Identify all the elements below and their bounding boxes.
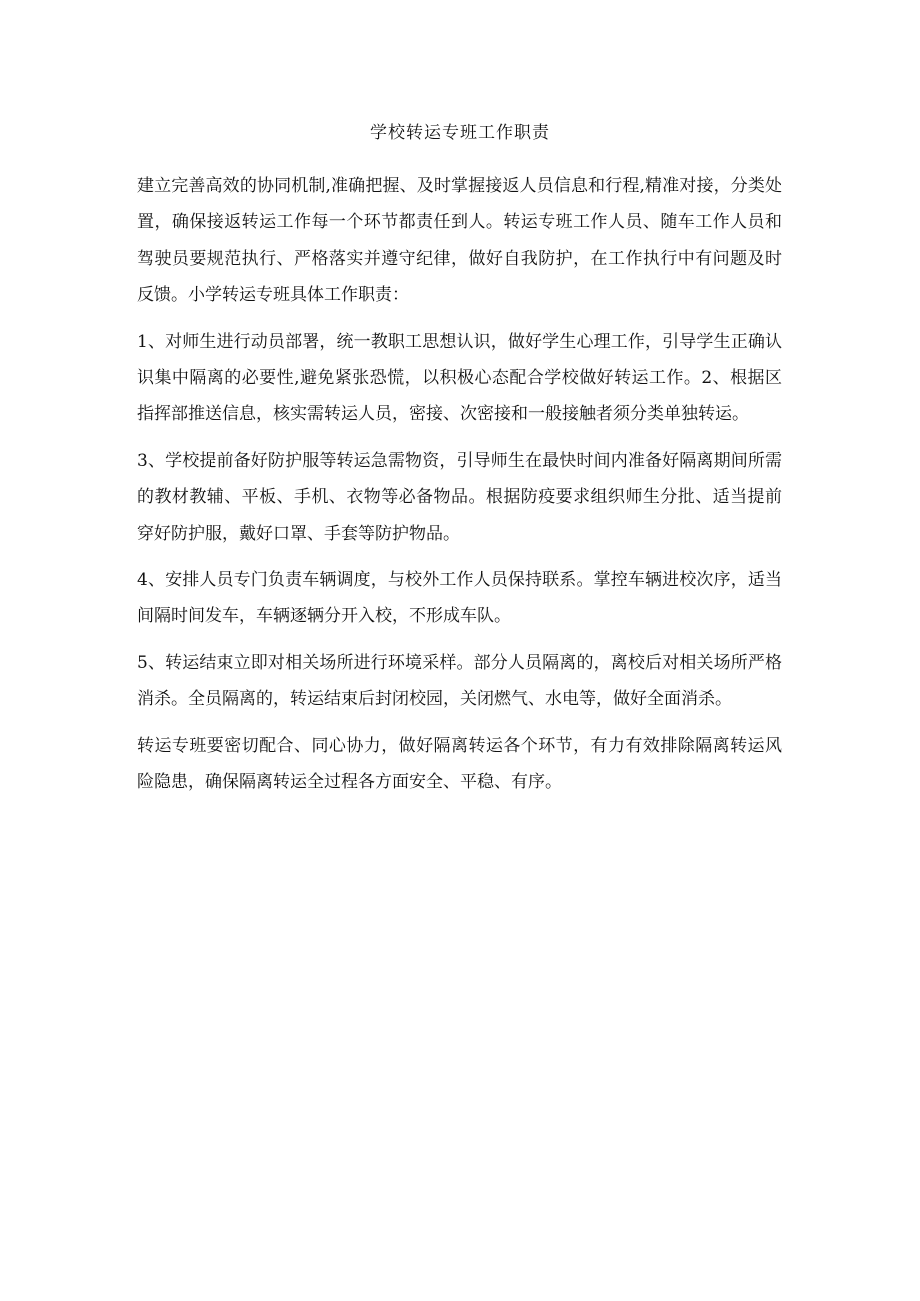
- paragraph-item-4: 4、安排人员专门负责车辆调度，与校外工作人员保持联系。掌控车辆进校次序，适当间隔时间发车，车辆逐辆分开入校，不形成车队。: [137, 570, 782, 627]
- paragraph-item-3: 3、学校提前备好防护服等转运急需物资，引导师生在最快时间内准备好隔离期间所需的教材教辅、平板、手机、衣物等必备物品。根据防疫要求组织师生分批、适当提前穿好防护服，戴好口罩、手套等防护物品。: [137, 450, 782, 544]
- paragraph-intro: 建立完善高效的协同机制,准确把握、及时掌握接返人员信息和行程,精准对接，分类处置，确保接返转运工作每一个环节都责任到人。转运专班工作人员、随车工作人员和驾驶员要规范执行、严格落实并遵守纪律，做好自我防护，在工作执行中有问题及时反馈。小学转运专班具体工作职责：: [137, 176, 782, 306]
- document-title: 学校转运专班工作职责: [370, 123, 550, 143]
- paragraph-item-1-2: 1、对师生进行动员部署，统一教职工思想认识，做好学生心理工作，引导学生正确认识集中隔离的必要性,避免紧张恐慌，以积极心态配合学校做好转运工作。2、根据区指挥部推送信息，核实需转运人员，密接、次密接和一般接触者须分类单独转运。: [137, 331, 782, 425]
- paragraph-conclusion: 转运专班要密切配合、同心协力，做好隔离转运各个环节，有力有效排除隔离转运风险隐患，确保隔离转运全过程各方面安全、平稳、有序。: [137, 735, 782, 793]
- document-body: [137, 168, 782, 801]
- paragraph-item-5: 5、转运结束立即对相关场所进行环境采样。部分人员隔离的，离校后对相关场所严格消杀。全员隔离的，转运结束后封闭校园，关闭燃气、水电等，做好全面消杀。: [137, 652, 782, 710]
